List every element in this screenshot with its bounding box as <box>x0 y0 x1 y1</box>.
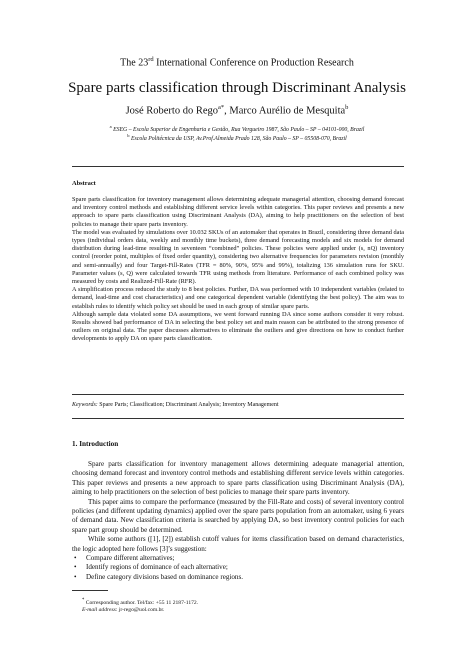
footnote-line-2 <box>82 607 198 614</box>
list-item <box>72 573 404 582</box>
keywords-label: Keywords: <box>72 402 98 408</box>
abstract-bottom-rule <box>72 394 404 395</box>
list-item <box>72 554 404 563</box>
footnote-contact: Corresponding author. Tel/fax: +55 11 2187-1172. <box>84 599 199 606</box>
footnote-rule <box>72 590 108 591</box>
footnote-email-label: E-mail address <box>82 607 116 614</box>
affiliation-a-sup: a <box>109 124 112 129</box>
section-heading-introduction: 1. Introduction <box>72 440 119 448</box>
keywords-bottom-rule <box>72 418 404 419</box>
list-item <box>72 563 404 572</box>
list-item-text: Identify regions of dominance of each alternative; <box>86 563 228 572</box>
author-1-sup: a* <box>218 104 225 111</box>
intro-paragraph: This paper aims to compare the performance (measured by the Fill-Rate and costs) of several inventory control policies (and different updating dynamics) applied over the spare parts population from an automaker, using 6 years of demand data. New classification criteria is searched by applying DA, so best inventory control policies for each spare part group should be determined. <box>72 497 404 534</box>
conference-header <box>0 56 474 68</box>
conference-sup: rd <box>148 56 154 63</box>
author-1: José Roberto do Rego <box>125 105 219 117</box>
bullet-icon: • <box>74 572 77 581</box>
abstract-paragraph: Although sample data violated some DA assumptions, we went forward running DA since some authors consider it very robust. Results showed bad performance of DA in selecting the best policy set and main reason can be attributed to the strong presence of outliers on original data. The paper discusses alternatives to eliminate the outliers and give directions on how to conduct further developments to apply DA on spare parts classification. <box>72 310 404 343</box>
intro-paragraph: Spare parts classification for inventory management allows determining adequate managerial attention, choosing demand forecast and inventory control methods and establishing different service levels within categories. This paper reviews and presents a new approach to spare parts classification using Discriminant Analysis (DA), aiming to help practitioners on the selection of best policies to manage their spare parts inventory. <box>72 460 404 497</box>
abstract-paragraph: A simplification process reduced the study to 8 best policies. Further, DA was performed with 10 independent variables (related to demand, lead-time and cost characteristics) and one categorical dependent variable (identifying the best policy). The aim was to establish rules to identify which policy set should be used in each group of similar spare parts. <box>72 286 404 310</box>
author-2-sup: b <box>345 104 349 111</box>
footnote-line-1 <box>82 597 198 607</box>
list-item-text: Define category divisions based on dominance regions. <box>86 572 244 581</box>
footnote-marker: * <box>82 598 85 603</box>
list-item-text: Compare different alternatives; <box>86 554 175 563</box>
bullet-icon: • <box>74 563 77 572</box>
bullet-icon: • <box>74 554 77 563</box>
conference-prefix: The 23 <box>120 57 149 69</box>
affiliation-b <box>0 133 474 142</box>
footnote-email: : jr-rego@uol.com.br. <box>115 607 165 614</box>
keywords-line <box>72 402 404 408</box>
intro-bullet-list <box>72 554 404 582</box>
introduction-body <box>72 460 404 582</box>
affiliation-b-text: Escola Politécnica da USP, Av.Prof.Almeida Prado 128, São Paulo – SP – 05508-070, Brazil <box>129 135 347 142</box>
abstract-body <box>72 196 404 344</box>
affiliation-b-sup: b <box>127 133 130 138</box>
keywords-text: Spare Parts; Classification; Discriminant Analysis; Inventory Management <box>97 402 279 408</box>
author-2: , Marco Aurélio de Mesquita <box>224 105 346 117</box>
conference-suffix: International Conference on Production Research <box>153 57 354 69</box>
paper-title: Spare parts classification through Discriminant Analysis <box>68 80 406 96</box>
intro-paragraph: While some authors ([1], [2]) establish cutoff values for items classification based on demand characteristics, the logic adopted here follows [3]’s suggestion: <box>72 535 404 553</box>
footnote <box>82 597 198 615</box>
top-rule <box>72 166 404 167</box>
affiliation-a <box>0 124 474 133</box>
authors-line <box>0 104 474 117</box>
abstract-heading: Abstract <box>72 180 96 187</box>
abstract-paragraph: The model was evaluated by simulations over 10.032 SKUs of an automaker that operates in Brazil, considering three demand data types (individual orders data, weekly and monthly time buckets), three demand forecasting models and six models for demand distribution during lead-time resulting in seventeen “combined” policies. These policies were applied under (s, nQ) inventory control (reorder point, multiples of fixed order quantity), considering two alternative frequencies for parameters revision (monthly and semi-annually) and four Target-Fill-Rates (TFR = 80%, 90%, 95% and 99%), totalizing 136 simulation runs for SKU. Parameter values (s, Q) were calculated towards TFR using methods from literature. Performance of each combined policy was measured by costs and Realized-Fill-Rate (RFR). <box>72 228 404 286</box>
abstract-paragraph: Spare parts classification for inventory management allows determining adequate managerial attention, choosing demand forecast and inventory control methods and establishing different service levels within categories. This paper reviews and presents a new approach to spare parts classification using Discriminant Analysis (DA), aiming to help practitioners on the selection of best policies to manage their spare parts inventory. <box>72 196 404 228</box>
affiliation-a-text: ESEG – Escola Superior de Engenharia e Gestão, Rua Vergueiro 1987, São Paulo – SP – 04101-000, Brazil <box>111 126 365 133</box>
